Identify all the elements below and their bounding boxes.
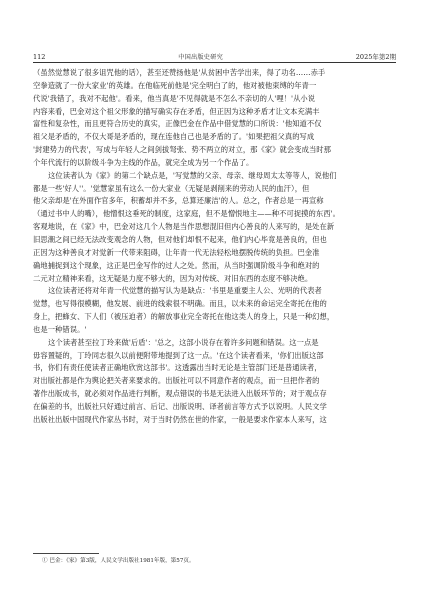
text-line: 这位读者还将对年青一代觉慧的描写认为是缺点：'书里是重要主人公、光明的代表者 bbox=[48, 286, 322, 296]
footnote-text: 巴金：《家》第3版，人民文学出版社1981年版，第57页。 bbox=[49, 558, 195, 564]
text-line: 也是一种错误。' bbox=[33, 324, 87, 334]
page-header bbox=[33, 52, 396, 61]
text-line: '封建势力的代表'，写成与年轻人之间剑拔弩张、势不两立的对立，那《家》就会变成当时那 bbox=[33, 145, 331, 155]
journal-title: 中国出版史研究 bbox=[178, 54, 223, 61]
text-line: 客观地说，在《家》中，巴金对这几个人物是当作思想混旧但内心善良的人来写的，是处在新 bbox=[33, 222, 335, 232]
text-line: 代说'我错了，我对不起他'。看来，他当真是'不见得就是不怎么不亲切的人'哩！'从小说 bbox=[33, 93, 316, 103]
text-line: 觉慧，也写得很模糊，他发展、前进的线索很不明确。而且，以未来的命运完全寄托在他的 bbox=[33, 299, 327, 309]
text-line: 个年代流行的以阶级斗争为主线的作品，就完全成为另一个作品了。 bbox=[33, 157, 254, 167]
text-line: 身上，把蜂女、下人们（被压迫者）的解放事业完全寄托在他这类人的身上，只是一种幻想， bbox=[33, 312, 335, 322]
header-divider bbox=[33, 62, 396, 63]
text-line: 富性和复杂性，而且更符合历史的真实，正像巴金在作品中借觉慧的口所说：'他知道不仅 bbox=[33, 119, 322, 129]
text-line: 都是一些'好人''。'觉慧家虽有这么一份大家业（无疑是剥削来的劳动人民的血汗），但 bbox=[33, 183, 310, 193]
text-line: 这位读者认为《家》的第二个缺点是，'写觉慧的父亲、母亲、继母周太太等等人，说他们 bbox=[48, 170, 337, 180]
footnote bbox=[42, 557, 396, 565]
page-number: 112 bbox=[33, 53, 46, 61]
text-line: 内容来看，巴金对这个祖父形象的描写确实存在矛盾，但正因为这种矛盾才让文本充满丰 bbox=[33, 106, 320, 116]
text-line: 他父亲却是'在外面作官多年，积蓄却并不多，总算还廉洁'的人。总之，作者总是一再宣称 bbox=[33, 196, 324, 206]
text-line: 著作出版成书，就必须对作品进行判断，观点错误的书是无法进入出版环节的；对于观点存 bbox=[33, 389, 327, 399]
text-line: 对出版社都是作为舆论把关者来要求的。出版社可以不同意作者的观点，而一旦把作者的 bbox=[33, 376, 320, 386]
issue-label: 2025年第2期 bbox=[355, 53, 396, 61]
text-line: （通过书中人的嘴），他憎恨这垂死的制度，这家庭，但不是憎恨地主——种不可捉摸的东西'。 bbox=[33, 209, 340, 219]
footnote-divider bbox=[33, 553, 99, 554]
text-line: 这个读者甚至拉丁玲来做'后盾'：'总之，这部小说存在着许多问题和错误。这一点是 bbox=[48, 337, 319, 347]
text-line: 正因为这种善良才对觉新一代带来阻碍，让年青一代无法轻松地摆脱传统的负担。巴金准 bbox=[33, 247, 320, 257]
body-text bbox=[33, 67, 396, 427]
text-line: 祖父是矛盾的，不仅大哥是矛盾的，现在连他自己也是矛盾的了。'如果把祖父真的写成 bbox=[33, 132, 315, 142]
text-line: 旧思潮之间已经无法改变观念的人物，但对他们却恨不起来，他们内心毕竟是善良的，但也 bbox=[33, 234, 327, 244]
text-line: 书，你们有责任使读者正确地欣赏这部书'。这透露出当时无论是主管部门还是普通读者， bbox=[33, 363, 322, 373]
text-line: 二元对立精神来看，这无疑是力度不够大的，因为对传统、对旧东西的态度不够决绝。 bbox=[33, 273, 313, 283]
text-line: （虽然觉慧说了很多诅咒他的话），甚至还赞扬他是'从贫困中苦学出来，得了功名……赤手 bbox=[33, 68, 326, 77]
text-line: 确地捕捉到这个现象，这正是巴金写作的过人之处。然而，从当时强调阶级斗争和绝对的 bbox=[33, 260, 320, 270]
text-line: 在偏差的书，出版社只好通过前言、后记、出版说明、译者前言等方式予以说明。人民文学 bbox=[33, 401, 327, 411]
text-line: 出版社出版中国现代作家丛书时，对于当时仍然在世的作家，一般是要求作家本人来写，这 bbox=[33, 414, 327, 424]
text-line: 空拳造就了一份大家业'的英雄。在他临死前他是'完全明白了的，他对被他束缚的年青一 bbox=[33, 80, 317, 90]
footnote-marker: ① bbox=[42, 558, 48, 564]
text-line: 毋容置疑的，丁玲同志很久以前便附带地提到了这一点。'在这个读者看来，'你们出版这部 bbox=[33, 350, 324, 360]
